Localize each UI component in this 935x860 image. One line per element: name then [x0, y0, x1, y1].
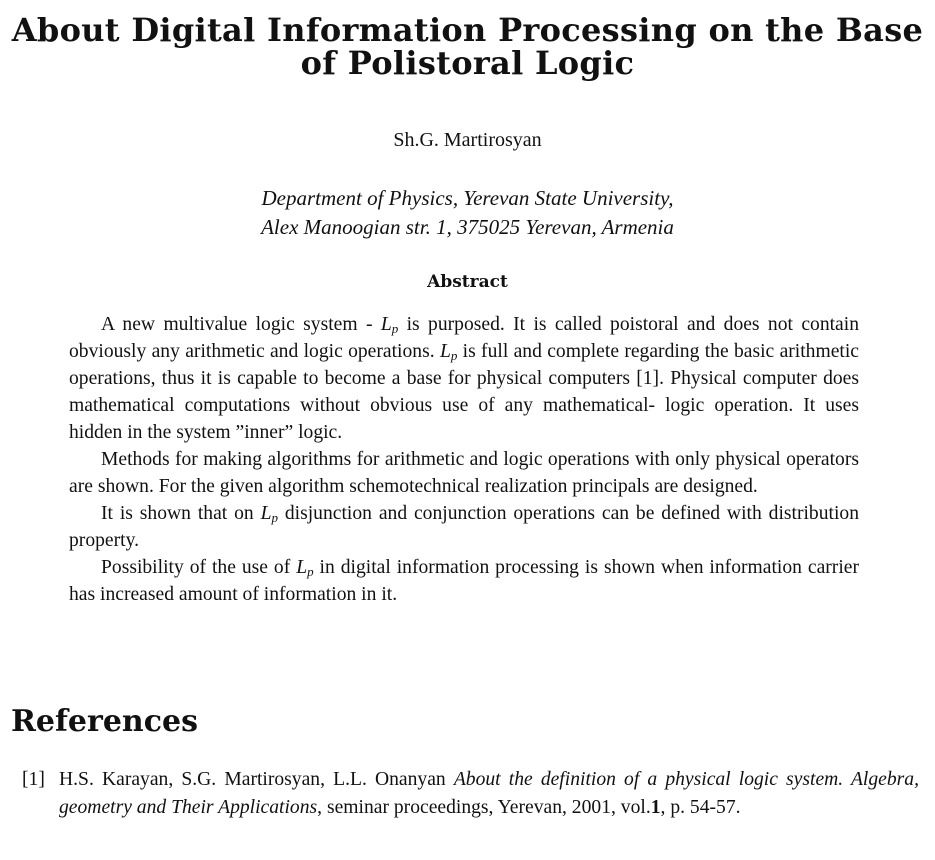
- reference-volume: 1: [650, 797, 661, 818]
- abstract-text: in digital information processing is shown when information carrier has increased amount of information in it.: [69, 557, 859, 605]
- abstract-paragraph-1: [69, 311, 859, 446]
- abstract-text: is purposed. It is called poistoral and does not contain obviously any arithmetic and logic operations.: [69, 314, 859, 362]
- abstract-text: is full and complete regarding the basic arithmetic operations, thus it is capable to become a base for physical computers [1]. Physical computer does mathematical computations without obvious use of any mathematical- logic operation. It uses hidden in the system ”inner” logic.: [69, 341, 859, 443]
- reference-text: [59, 766, 919, 822]
- reference-item: [22, 766, 919, 822]
- lp-symbol: [296, 557, 313, 578]
- lp-symbol-base: L: [296, 557, 308, 578]
- lp-symbol-subscript: p: [391, 321, 399, 336]
- lp-symbol-base: L: [439, 341, 451, 362]
- lp-symbol-base: L: [260, 503, 272, 524]
- reference-label: [1]: [22, 769, 45, 790]
- abstract-paragraph-2: Methods for making algorithms for arithmetic and logic operations with only physical operators are shown. For the given algorithm schemotechnical realization principals are designed.: [69, 449, 859, 497]
- reference-title: About the definition of a physical logic system. Algebra, geometry and Their Applications: [59, 769, 919, 818]
- abstract-paragraph-3: [69, 500, 859, 554]
- lp-symbol-subscript: p: [450, 348, 458, 363]
- lp-symbol-subscript: p: [307, 564, 314, 579]
- paper-title: About Digital Information Processing on the Base of Polistoral Logic: [11, 11, 924, 82]
- lp-symbol-base: L: [380, 314, 392, 335]
- affiliation: [0, 184, 935, 242]
- abstract-text: Possibility of the use of: [101, 557, 297, 578]
- reference-authors: H.S. Karayan, S.G. Martirosyan, L.L. Onanyan: [59, 769, 454, 790]
- lp-symbol: [440, 341, 457, 362]
- abstract-text: A new multivalue logic system -: [101, 314, 381, 335]
- reference-venue: , seminar proceedings, Yerevan, 2001, vol.: [317, 797, 651, 818]
- abstract-text: disjunction and conjunction operations can be defined with distribution property.: [69, 503, 859, 551]
- references-heading: References: [11, 704, 198, 739]
- affiliation-line-2: Alex Manoogian str. 1, 375025 Yerevan, Armenia: [261, 215, 674, 239]
- abstract-paragraph-4: [69, 554, 859, 608]
- lp-symbol: [261, 503, 278, 524]
- affiliation-line-1: Department of Physics, Yerevan State University,: [261, 186, 674, 210]
- author-name: Sh.G. Martirosyan: [393, 129, 542, 151]
- reference-pages: , p. 54-57.: [660, 797, 741, 818]
- lp-symbol: [381, 314, 398, 335]
- abstract-body: [69, 311, 859, 608]
- abstract-heading: Abstract: [427, 272, 508, 292]
- abstract-text: It is shown that on: [101, 503, 261, 524]
- lp-symbol-subscript: p: [271, 510, 278, 525]
